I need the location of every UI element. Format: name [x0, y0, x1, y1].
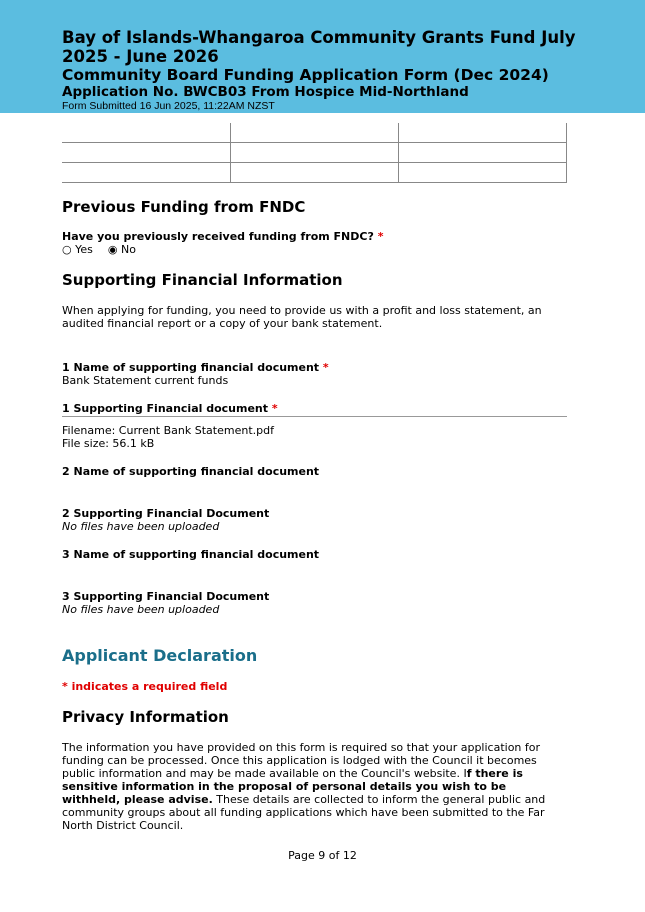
- radio-no-icon[interactable]: ◉: [107, 243, 118, 256]
- fund-title: Bay of Islands-Whangaroa Community Grants Fund July 2025 - June 2026: [62, 28, 576, 66]
- doc1-filesize: File size: 56.1 kB: [62, 437, 155, 450]
- doc2-file-label: 2 Supporting Financial Document: [62, 507, 270, 520]
- doc2-name-label: 2 Name of supporting financial document: [62, 465, 320, 478]
- doc2-file-value: No files have been uploaded: [62, 520, 220, 533]
- doc1-name-label: [62, 361, 329, 374]
- radio-yes-icon[interactable]: ○: [62, 243, 72, 256]
- privacy-heading: Privacy Information: [62, 708, 229, 726]
- doc1-name-value: Bank Statement current funds: [62, 374, 229, 387]
- page-number: Page 9 of 12: [288, 849, 357, 862]
- previous-funding-radio-group[interactable]: [62, 243, 136, 256]
- previous-funding-question: [62, 230, 383, 243]
- doc1-filename: Filename: Current Bank Statement.pdf: [62, 424, 274, 437]
- doc3-file-value: No files have been uploaded: [62, 603, 220, 616]
- application-number: Application No. BWCB03 From Hospice Mid-Northland: [62, 84, 469, 100]
- privacy-text-bold: f there is sensitive information in the proposal of personal details you wish to be withheld, please advise.: [62, 767, 523, 806]
- form-name: Community Board Funding Application Form (Dec 2024): [62, 66, 549, 84]
- supporting-intro: When applying for funding, you need to provide us with a profit and loss statement, an audited financial report or a copy of your bank statement.: [62, 304, 542, 330]
- doc3-file-label: 3 Supporting Financial Document: [62, 590, 270, 603]
- supporting-financial-heading: Supporting Financial Information: [62, 271, 343, 289]
- table-divider: [566, 123, 567, 183]
- doc1-file-label: [62, 402, 278, 415]
- required-field-note: * indicates a required field: [62, 680, 228, 693]
- label-text: 1 Supporting Financial document: [62, 402, 269, 415]
- table-row-line: [62, 162, 567, 163]
- table-divider: [398, 123, 399, 183]
- label-text: 1 Name of supporting financial document: [62, 361, 320, 374]
- table-fragment: [62, 123, 567, 183]
- applicant-declaration-heading: Applicant Declaration: [62, 646, 258, 665]
- page-header: [0, 0, 645, 113]
- doc3-name-label: 3 Name of supporting financial document: [62, 548, 320, 561]
- privacy-text-c: These details are collected to inform the general public and community groups about all funding applications which have been submitted to the Far North District Council.: [62, 793, 546, 832]
- previous-funding-heading: Previous Funding from FNDC: [62, 198, 306, 216]
- required-mark: *: [271, 402, 278, 415]
- radio-no-label: No: [120, 243, 136, 256]
- question-text: Have you previously received funding from FNDC?: [62, 230, 374, 243]
- table-divider: [230, 123, 231, 183]
- required-mark: *: [322, 361, 329, 374]
- required-mark: *: [377, 230, 384, 243]
- submitted-timestamp: Form Submitted 16 Jun 2025, 11:22AM NZST: [62, 100, 275, 112]
- radio-yes-label: Yes: [75, 243, 93, 256]
- divider: [62, 416, 567, 417]
- table-row-line: [62, 142, 567, 143]
- privacy-text-a: The information you have provided on this form is required so that your application for funding can be processed. Once this application is lodged with the Council it becomes public information and may be made available on the Council's website. I: [62, 741, 541, 780]
- privacy-text: [62, 741, 567, 832]
- table-row-line: [62, 182, 567, 183]
